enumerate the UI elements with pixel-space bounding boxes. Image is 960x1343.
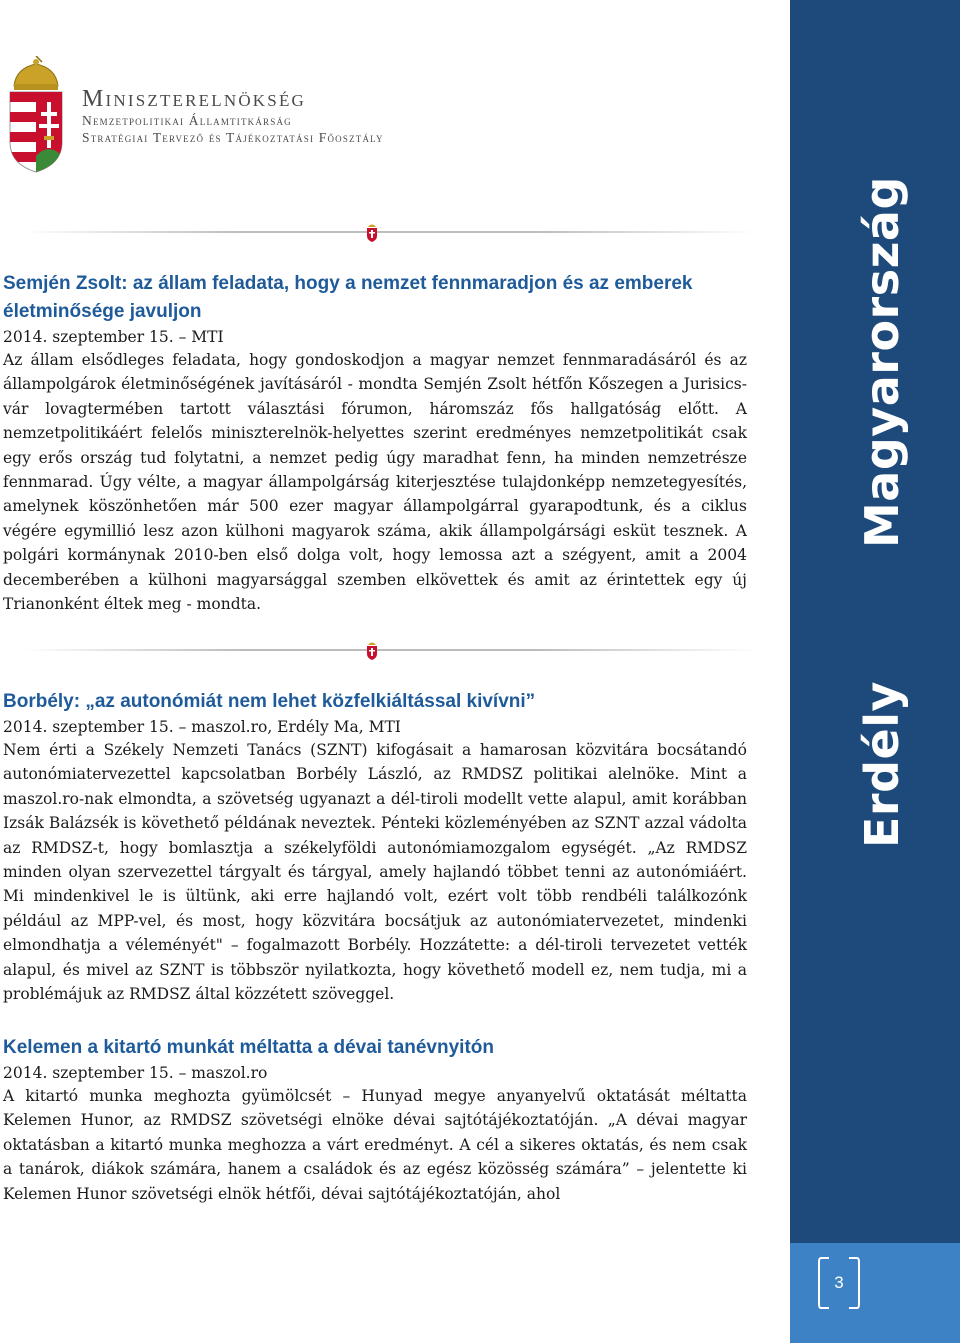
section-label-magyarorszag: Magyarország <box>855 176 909 548</box>
article-2 <box>3 688 747 1006</box>
section-divider <box>22 222 756 242</box>
page-number: 3 <box>834 1273 844 1292</box>
article-meta: 2014. szeptember 15. – MTI <box>3 328 224 346</box>
article-title[interactable]: Kelemen a kitartó munkát méltatta a dévai tanévnyitón <box>3 1037 494 1058</box>
org-department: Stratégiai Tervező és Tájékoztatási Főosztály <box>82 130 384 145</box>
small-crest-icon <box>366 640 378 660</box>
article-meta: 2014. szeptember 15. – maszol.ro <box>3 1064 268 1082</box>
article-3 <box>3 1034 747 1206</box>
org-subtitle: Nemzetpolitikai Államtitkárság <box>82 113 292 128</box>
article-title[interactable]: Semjén Zsolt: az állam feladata, hogy a nemzet fennmaradjon és az emberek életminősége javuljon <box>3 273 693 322</box>
org-title: Miniszterelnökség <box>82 86 307 112</box>
article-body: Nem érti a Székely Nemzeti Tanács (SZNT) kifogásait a hamarosan közvitára bocsátandó autonómiatervezettel kapcsolatban Borbély László, az RMDSZ politikai alelnöke. Mint a maszol.ro-nak elmondta, a szövetség ugyanazt a dél-tiroli modellt vette alapul, amit korábban Izsák Balázsék is követhető példának neveztek. Pénteki közleményében az SZNT azzal vádolta az RMDSZ-t, hogy bomlasztja a székelyföldi autonómiamozgalom egységét. „Az RMDSZ minden olyan szervezettel tárgyalt és tárgyal, amely hajlandó többet tenni az autonómiáért. Mi mindenkivel le is ültünk, aki erre hajlandó volt, ezért volt több rendbéli találkozónk például az MPP-vel, és most, hogy közvitára bocsátjuk az autonómiatervezetet, mindenki elmondhatja a véleményét" – fogalmazott Borbély. Hozzátette: a dél-tiroli tervezetet vették alapul, és mivel az SZNT is többször nyilatkozta, hogy követhető modell ez, nem tudja, mi a problémájuk az RMDSZ által közzétett szöveggel. <box>3 741 747 1004</box>
section-divider <box>22 640 756 660</box>
article-1 <box>3 270 747 616</box>
sidebar-footer <box>790 1243 960 1343</box>
divider-line <box>22 231 756 233</box>
page-number-box <box>817 1256 861 1310</box>
article-body: Az állam elsődleges feladata, hogy gondoskodjon a magyar nemzet fennmaradásáról és az állampolgárok életminőségének javításáról - mondta Semjén Zsolt hétfőn Kőszegen a Jurisics-vár lovagtermében tartott választási fórumon, háromszáz fős hallgatóság előtt. A nemzetpolitikáért felelős miniszterelnök-helyettes szerint eredményes nemzetpolitikát csak egy erős ország tud folytatni, a nemzet pedig úgy maradhat fenn, ha minden nemzetrésze fennmarad. Úgy vélte, a magyar állampolgárság kiterjesztése tulajdonképp nemzetegyesítés, amelynek köszönhetően már 500 ezer magyar állampolgárral gyarapodtunk, és a ciklus végére egymillió lesz azon külhoni magyarok száma, akik állampolgársági esküt tesznek. A polgári kormánynak 2010-ben első dolga volt, hogy lemossa azt a szégyent, amit a 2004 decemberében a külhoni magyarsággal szemben elkövettek és amit az érintettek egy új Trianonként éltek meg - mondta. <box>3 351 747 614</box>
small-crest-icon <box>366 222 378 242</box>
section-label-erdely: Erdély <box>855 681 909 848</box>
article-meta: 2014. szeptember 15. – maszol.ro, Erdély Ma, MTI <box>3 718 401 736</box>
divider-line <box>22 649 756 651</box>
article-title[interactable]: Borbély: „az autonómiát nem lehet közfelkiáltással kivívni” <box>3 691 536 712</box>
page-header <box>6 56 426 176</box>
organization-name <box>82 86 384 146</box>
article-body: A kitartó munka meghozta gyümölcsét – Hunyad megye anyanyelvű oktatását méltatta Kelemen Hunor, az RMDSZ szövetségi elnöke dévai sajtótájékoztatóján. „A dévai magyar oktatásban a kitartó munka meghozza a várt eredményt. A cél a sikeres oktatás, és nem csak a tanárok, diákok számára, hanem a családok és az egész közösség számára” – jelentette ki Kelemen Hunor szövetségi elnök hétfői, dévai sajtótájékoztatóján, ahol <box>3 1087 747 1203</box>
hungarian-coat-of-arms-icon <box>6 56 66 174</box>
